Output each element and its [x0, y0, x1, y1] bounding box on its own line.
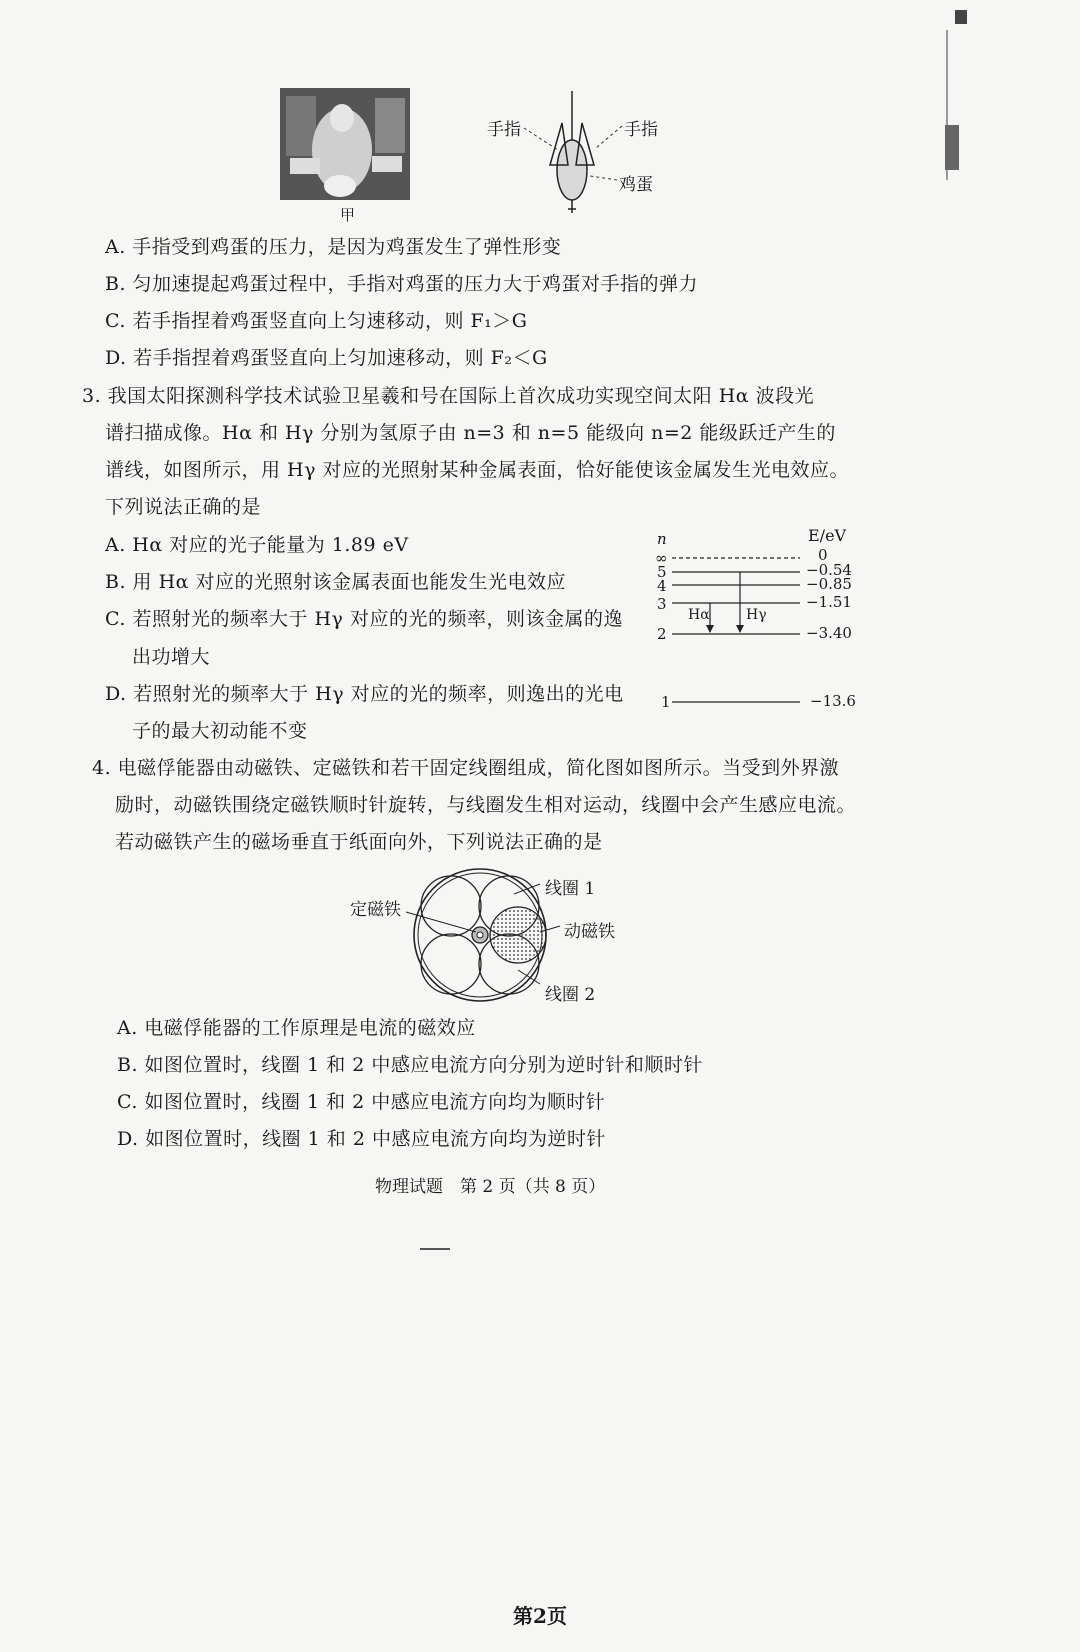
q4-option-b: B. 如图位置时，线圈 1 和 2 中感应电流方向分别为逆时针和顺时针	[117, 1054, 703, 1076]
coil-1-label: 线圈 1	[545, 879, 596, 899]
q4-option-a: A. 电磁俘能器的工作原理是电流的磁效应	[117, 1017, 476, 1039]
q2-option-c: C. 若手指捏着鸡蛋竖直向上匀速移动，则 F₁＞G	[105, 310, 528, 332]
q3-stem-line-3: 谱线，如图所示，用 Hγ 对应的光照射某种金属表面，恰好能使该金属发生光电效应。	[105, 459, 850, 481]
level-e-0: 0	[818, 546, 828, 564]
q4-stem-line-2: 励时，动磁铁围绕定磁铁顺时针旋转，与线圈发生相对运动，线圈中会产生感应电流。	[115, 794, 857, 816]
transition-h-alpha-label: Hα	[688, 607, 710, 623]
level-n-1: 1	[661, 693, 671, 711]
q3-stem-line-4: 下列说法正确的是	[105, 496, 262, 518]
level-n-2: 2	[657, 625, 667, 643]
q4-option-d: D. 如图位置时，线圈 1 和 2 中感应电流方向均为逆时针	[117, 1128, 606, 1150]
level-e-1: −13.6	[810, 692, 856, 710]
level-n-inf: ∞	[655, 549, 668, 567]
level-n-5: 5	[657, 563, 667, 581]
footer-dash	[420, 1248, 450, 1250]
q3-option-a: A. Hα 对应的光子能量为 1.89 eV	[105, 534, 409, 556]
energy-n-header: n	[657, 530, 667, 548]
q2-option-a: A. 手指受到鸡蛋的压力，是因为鸡蛋发生了弹性形变	[105, 236, 562, 258]
level-e-4: −0.85	[806, 575, 852, 593]
q2-option-b: B. 匀加速提起鸡蛋过程中，手指对鸡蛋的压力大于鸡蛋对手指的弹力	[105, 273, 699, 295]
transition-h-gamma-label: Hγ	[746, 607, 767, 623]
coil-2-label: 线圈 2	[545, 985, 596, 1005]
level-e-3: −1.51	[806, 593, 852, 611]
q4-label-leaders	[0, 860, 1080, 1010]
moving-magnet-label: 动磁铁	[564, 922, 615, 942]
q3-stem-line-1: 3. 我国太阳探测科学技术试验卫星羲和号在国际上首次成功实现空间太阳 Hα 波段光	[82, 385, 815, 407]
photo-label: 甲	[340, 206, 356, 224]
exam-page-footer: 物理试题 第 2 页（共 8 页）	[375, 1177, 606, 1197]
fixed-magnet-label: 定磁铁	[350, 900, 401, 920]
q3-option-d: D. 若照射光的频率大于 Hγ 对应的光的频率，则逸出的光电	[105, 683, 624, 705]
level-n-3: 3	[657, 595, 667, 613]
q4-stem-line-1: 4. 电磁俘能器由动磁铁、定磁铁和若干固定线圈组成，简化图如图所示。当受到外界激	[92, 757, 840, 779]
page-label: 第2页	[513, 1604, 567, 1628]
level-e-2: −3.40	[806, 624, 852, 642]
q3-option-d-cont: 子的最大初动能不变	[132, 720, 308, 742]
level-n-4: 4	[657, 577, 667, 595]
q3-option-b: B. 用 Hα 对应的光照射该金属表面也能发生光电效应	[105, 571, 567, 593]
q4-stem-line-3: 若动磁铁产生的磁场垂直于纸面向外，下列说法正确的是	[115, 831, 603, 853]
finger-left-label: 手指	[487, 120, 521, 140]
energy-e-header: E/eV	[808, 526, 847, 545]
finger-right-label: 手指	[624, 120, 658, 140]
q2-option-d: D. 若手指捏着鸡蛋竖直向上匀加速移动，则 F₂＜G	[105, 347, 548, 369]
egg-label: 鸡蛋	[619, 175, 653, 195]
q3-option-c: C. 若照射光的频率大于 Hγ 对应的光的频率，则该金属的逸	[105, 608, 623, 630]
q3-stem-line-2: 谱扫描成像。Hα 和 Hγ 分别为氢原子由 n=3 和 n=5 能级向 n=2 能级跃迁产生的	[105, 422, 836, 444]
q3-option-c-cont: 出功增大	[132, 646, 211, 668]
q4-option-c: C. 如图位置时，线圈 1 和 2 中感应电流方向均为顺时针	[117, 1091, 606, 1113]
label-leaders	[0, 0, 1080, 260]
level-e-5: −0.54	[806, 561, 852, 579]
